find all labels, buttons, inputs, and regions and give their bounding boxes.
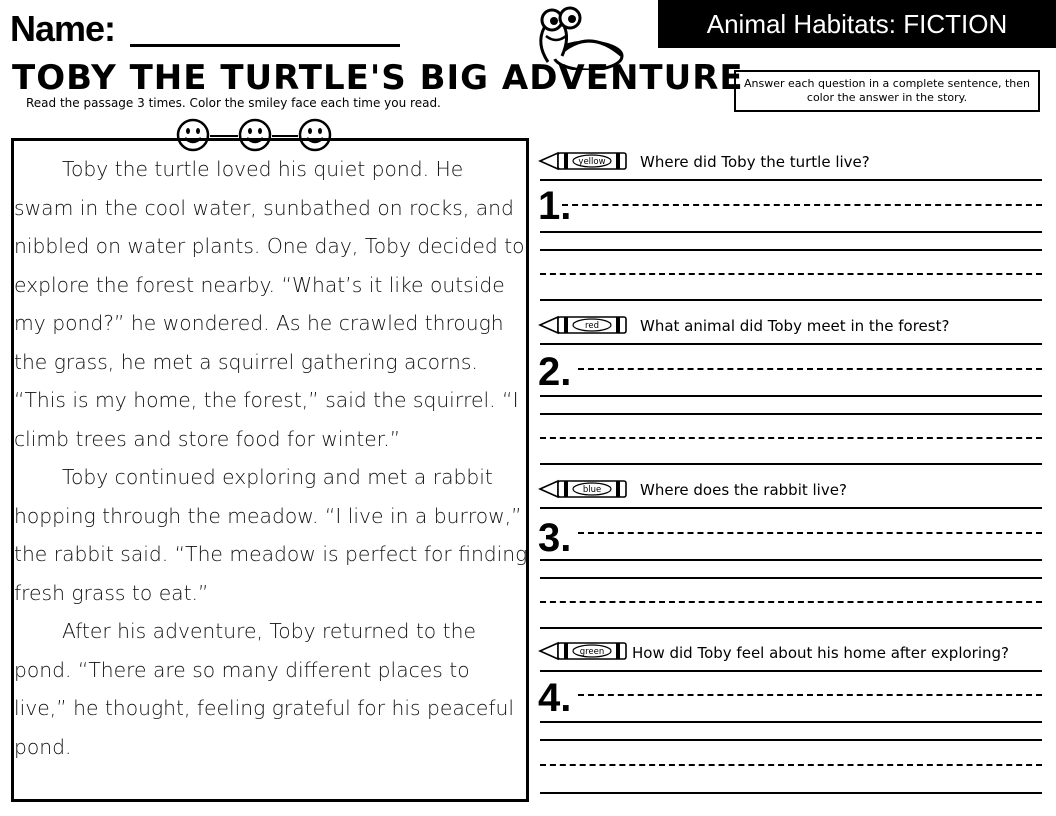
answer-line[interactable] — [540, 437, 1042, 439]
question-number: 2. — [538, 350, 572, 394]
crayon-icon — [538, 150, 630, 172]
smiley-connector — [272, 135, 298, 137]
answer-line[interactable] — [540, 601, 1042, 603]
crayon-color-label: yellow — [578, 157, 606, 167]
answer-instructions-box — [734, 70, 1040, 112]
crayon-icon — [538, 640, 630, 662]
story-passage — [14, 150, 528, 766]
question-text: How did Toby feel about his home after exploring? — [632, 644, 1009, 662]
answer-line[interactable] — [540, 559, 1042, 561]
question-text: What animal did Toby meet in the forest? — [640, 317, 950, 335]
answer-line[interactable] — [540, 764, 1042, 766]
question-number: 3. — [538, 516, 572, 560]
answer-line[interactable] — [540, 343, 1042, 345]
answer-line[interactable] — [540, 273, 1042, 275]
answer-line[interactable] — [540, 463, 1042, 465]
answer-line[interactable] — [540, 299, 1042, 301]
answer-line[interactable] — [578, 694, 1042, 696]
question-number: 1. — [538, 184, 572, 228]
passage-paragraph: Toby continued exploring and met a rabbit hopping through the meadow. “I live in a burrow,” the rabbit said. “The meadow is perfect for finding fresh grass to eat.” — [14, 465, 528, 605]
answer-line[interactable] — [540, 179, 1042, 181]
passage-paragraph: After his adventure, Toby returned to the pond. “There are so many different places to live,” he thought, feeling grateful for his peaceful pond. — [14, 619, 515, 759]
question-text: Where does the rabbit live? — [640, 481, 847, 499]
answer-line[interactable] — [540, 413, 1042, 415]
answer-line[interactable] — [578, 368, 1042, 370]
crayon-icon — [538, 478, 630, 500]
crayon-color-label: blue — [582, 485, 602, 495]
answer-instructions: Answer each question in a complete sentence, then color the answer in the story. — [743, 77, 1031, 104]
read-instructions: Read the passage 3 times. Color the smiley face each time you read. — [26, 96, 441, 110]
question-text: Where did Toby the turtle live? — [640, 153, 870, 171]
topic-banner: Animal Habitats: FICTION — [658, 0, 1056, 48]
answer-line[interactable] — [540, 721, 1042, 723]
crayon-color-label: green — [579, 647, 605, 657]
answer-line[interactable] — [540, 627, 1042, 629]
answer-line[interactable] — [578, 532, 1042, 534]
answer-line[interactable] — [540, 739, 1042, 741]
answer-line[interactable] — [540, 395, 1042, 397]
answer-line[interactable] — [540, 231, 1042, 233]
answer-line[interactable] — [540, 249, 1042, 251]
answer-line[interactable] — [540, 507, 1042, 509]
passage-paragraph: Toby the turtle loved his quiet pond. He swam in the cool water, sunbathed on rocks, and nibbled on water plants. One day, Toby decided to explore the forest nearby. “What’s it like outside my pond?” he wondered. As he crawled through the grass, he met a squirrel gathering acorns. “This is my home, the forest,” said the squirrel. “I climb trees and store food for winter.” — [14, 157, 525, 451]
smiley-connector — [210, 135, 238, 137]
answer-line[interactable] — [562, 204, 1042, 206]
name-label: Name: — [10, 8, 116, 49]
answer-line[interactable] — [540, 792, 1042, 794]
crayon-color-label: red — [585, 321, 599, 331]
answer-line[interactable] — [540, 670, 1042, 672]
answer-line[interactable] — [540, 577, 1042, 579]
page-title: TOBY THE TURTLE'S BIG ADVENTURE — [12, 58, 744, 98]
question-number: 4. — [538, 676, 572, 720]
crayon-icon — [538, 314, 630, 336]
name-write-line[interactable] — [130, 44, 400, 47]
